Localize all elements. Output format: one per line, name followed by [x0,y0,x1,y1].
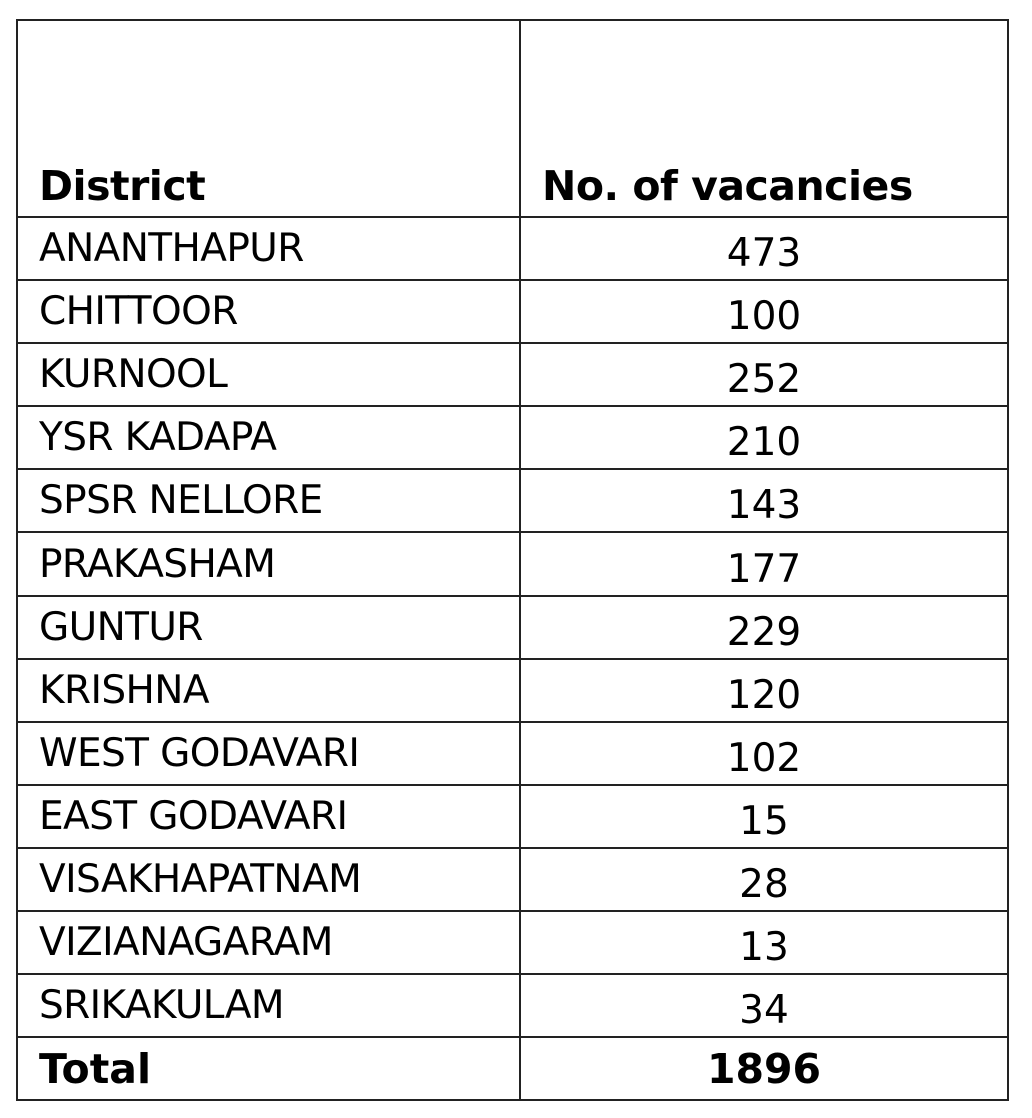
table-row [17,532,1008,595]
district-cell: KRISHNA [17,659,520,722]
district-cell: CHITTOOR [17,280,520,343]
vacancies-cell: 473 [520,217,1008,280]
total-label: Total [17,1037,520,1100]
total-row [17,1037,1008,1100]
district-cell: ANANTHAPUR [17,217,520,280]
table-row [17,974,1008,1037]
vacancies-cell: 177 [520,532,1008,595]
table-row [17,659,1008,722]
vacancies-cell: 100 [520,280,1008,343]
table-row [17,343,1008,406]
district-cell: PRAKASHAM [17,532,520,595]
table-row [17,469,1008,532]
vacancies-cell: 210 [520,406,1008,469]
table-row [17,406,1008,469]
table-row [17,217,1008,280]
district-cell: VISAKHAPATNAM [17,848,520,911]
table-row [17,280,1008,343]
table-row [17,785,1008,848]
district-cell: SPSR NELLORE [17,469,520,532]
vacancies-cell: 120 [520,659,1008,722]
table-row [17,911,1008,974]
district-cell: VIZIANAGARAM [17,911,520,974]
vacancies-table [16,19,1009,1101]
district-cell: GUNTUR [17,596,520,659]
table-row [17,848,1008,911]
vacancies-cell: 13 [520,911,1008,974]
table-row [17,596,1008,659]
vacancies-cell: 15 [520,785,1008,848]
vacancies-cell: 102 [520,722,1008,785]
table-row [17,722,1008,785]
vacancies-cell: 252 [520,343,1008,406]
vacancies-cell: 143 [520,469,1008,532]
vacancies-cell: 28 [520,848,1008,911]
vacancies-cell: 34 [520,974,1008,1037]
district-cell: EAST GODAVARI [17,785,520,848]
district-cell: KURNOOL [17,343,520,406]
vacancies-cell: 229 [520,596,1008,659]
district-cell: WEST GODAVARI [17,722,520,785]
vacancies-column-header: No. of vacancies [520,20,1008,217]
district-cell: YSR KADAPA [17,406,520,469]
total-value: 1896 [520,1037,1008,1100]
district-column-header: District [17,20,520,217]
header-row [17,20,1008,217]
district-cell: SRIKAKULAM [17,974,520,1037]
